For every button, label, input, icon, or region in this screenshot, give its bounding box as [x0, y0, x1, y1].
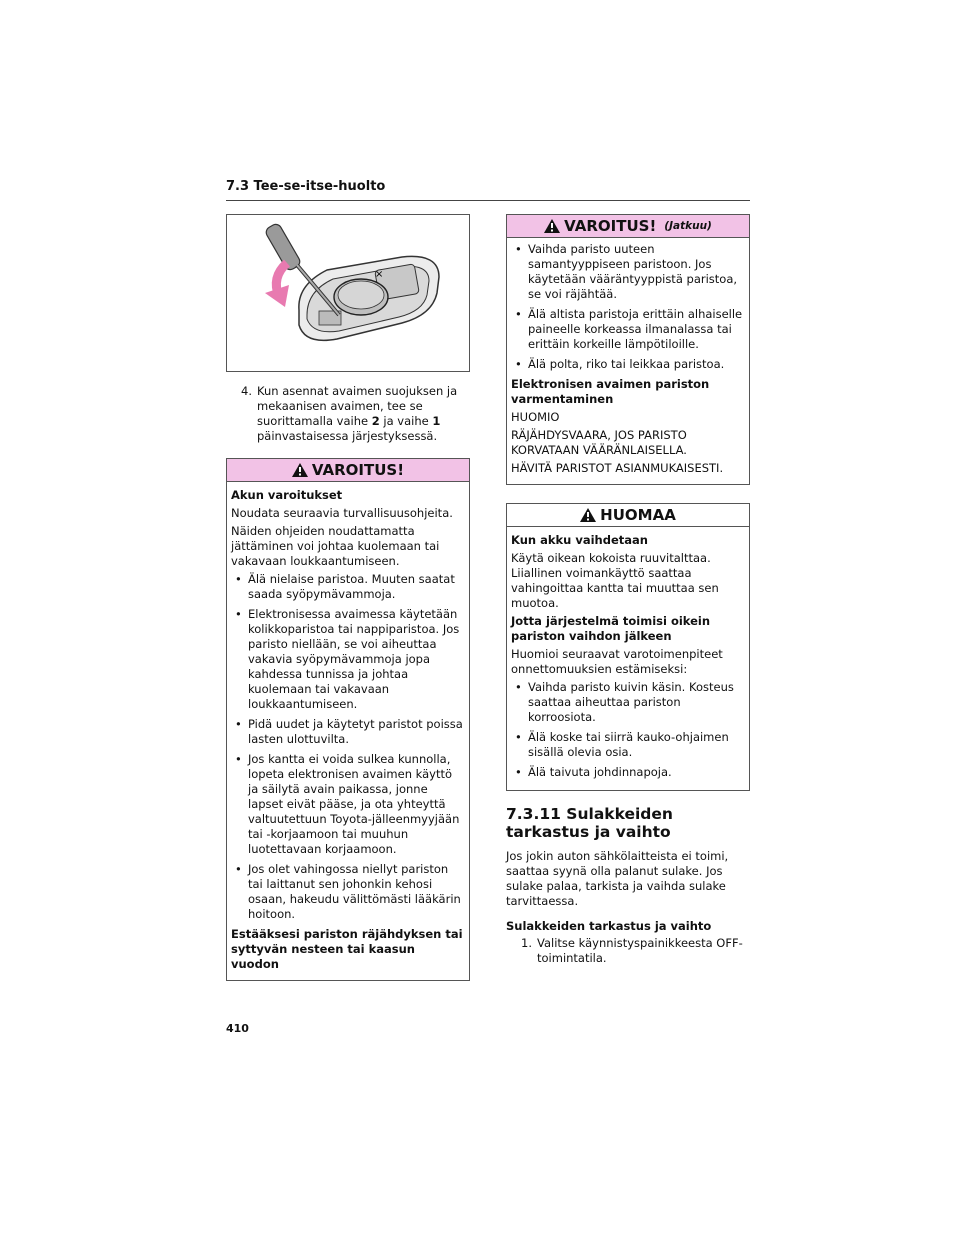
warning-header	[507, 215, 749, 238]
warning-header	[227, 459, 469, 482]
step-text: Kun asennat avaimen suojuksen ja mekaanisen avaimen, tee se suorittamalla vaihe	[257, 384, 458, 428]
warning-heading: Estääksesi pariston räjähdyksen tai syttyvän nesteen tai kaasun vuodon	[231, 927, 463, 971]
warning-continued-box	[506, 214, 750, 485]
list-item: • Vaihda paristo kuivin käsin. Kosteus saattaa aiheuttaa pariston korroosiota.	[511, 680, 745, 725]
notice-header	[507, 504, 749, 527]
warning-heading: Elektronisen avaimen pariston varmentaminen	[511, 377, 710, 406]
warning-paragraph: Näiden ohjeiden noudattamatta jättäminen voi johtaa kuolemaan tai vakavaan loukkaantumiseen.	[231, 524, 440, 568]
step-4	[241, 384, 470, 444]
list-item: • Elektronisessa avaimessa käytetään kolikkoparistoa tai nappiparistoa. Jos paristo niellään, se voi aiheuttaa vakavia syöpymävammoja jopa kahdessa tunnissa ja johtaa kuolemaan tai vakavaan loukkaantumiseen.	[231, 607, 465, 712]
warning-icon	[544, 219, 560, 233]
step-text: päinvastaisessa järjestyksessä.	[257, 429, 438, 443]
list-item: • Älä taivuta johdinnapoja.	[511, 765, 745, 780]
warning-icon	[292, 463, 308, 477]
notice-heading: Jotta järjestelmä toimisi oikein pariston vaihdon jälkeen	[511, 614, 711, 643]
list-item: • Älä nielaise paristoa. Muuten saatat saada syöpymävammoja.	[231, 572, 465, 602]
list-item: • Jos olet vahingossa niellyt pariston tai laittanut sen johonkin kehosi osaan, hakeudu välittömästi lääkärin hoitoon.	[231, 862, 465, 922]
list-item: • Vaihda paristo uuteen samantyyppiseen paristoon. Jos käytetään vääräntyyppistä paristoa, se voi räjähtää.	[511, 242, 745, 302]
warning-paragraph: RÄJÄHDYSVAARA, JOS PARISTO KORVATAAN VÄÄRÄNLAISELLA.	[511, 428, 687, 457]
warning-paragraph: HUOMIO	[511, 410, 560, 424]
subsection-title: Sulakkeiden tarkastus ja vaihto	[506, 919, 712, 933]
step-number: 1.	[521, 936, 532, 950]
list-item: • Älä koske tai siirrä kauko-ohjaimen sisällä olevia osia.	[511, 730, 745, 760]
step-ref-2: 2	[371, 414, 380, 428]
battery-illustration	[226, 214, 470, 372]
notice-paragraph: Huomioi seuraavat varotoimenpiteet onnettomuuksien estämiseksi:	[511, 647, 723, 676]
warning-title: VAROITUS!	[564, 217, 657, 235]
warning-paragraph: Noudata seuraavia turvallisuusohjeita.	[231, 506, 453, 520]
notice-body	[507, 527, 749, 790]
step-number: 4.	[241, 384, 252, 398]
right-column	[506, 214, 750, 966]
notice-box	[506, 503, 750, 791]
notice-heading: Kun akku vaihdetaan	[511, 533, 648, 547]
warning-title: VAROITUS!	[311, 461, 405, 479]
step-ref-1: 1	[432, 414, 441, 428]
step-text: ja vaihe	[379, 414, 433, 428]
x-mark: ×	[375, 269, 384, 280]
warning-body	[227, 482, 469, 980]
list-item: • Älä polta, riko tai leikkaa paristoa.	[511, 357, 745, 372]
notice-icon	[580, 508, 596, 522]
step-text: Valitse käynnistyspainikkeesta OFF-toimintatila.	[537, 936, 743, 965]
continued-label: (Jatkuu)	[664, 220, 712, 232]
warning-heading: Akun varoitukset	[231, 488, 343, 502]
list-item: • Pidä uudet ja käytetyt paristot poissa lasten ulottuvilta.	[231, 717, 465, 747]
warning-body	[507, 238, 749, 484]
section-header: 7.3 Tee-se-itse-huolto	[226, 180, 750, 201]
list-item: • Älä altista paristoja erittäin alhaiselle paineelle korkeassa ilmanalassa tai erittäin korkeille lämpötiloille.	[511, 307, 745, 352]
section-title: 7.3.11 Sulakkeiden tarkastus ja vaihto	[506, 805, 673, 841]
key-battery-drawing	[227, 215, 469, 371]
step-1	[521, 936, 750, 966]
warning-paragraph: HÄVITÄ PARISTOT ASIANMUKAISESTI.	[511, 461, 724, 475]
warning-box	[226, 458, 470, 981]
left-column	[226, 214, 470, 981]
notice-title: HUOMAA	[600, 506, 676, 524]
section-intro: Jos jokin auton sähkölaitteista ei toimi, saattaa syynä olla palanut sulake. Jos sulake palaa, tarkista ja vaihda sulake tarvittaessa.	[506, 849, 729, 908]
notice-paragraph: Käytä oikean kokoista ruuvitalttaa. Liiallinen voimankäyttö saattaa vahingoittaa kantta tai muuttaa sen muotoa.	[511, 551, 719, 610]
list-item: • Jos kantta ei voida sulkea kunnolla, lopeta elektronisen avaimen käyttö ja säilytä avain paikassa, jonne lapset eivät pääse, ja ota yhteyttä valtuutettuun Toyota-jälleenmyyjään tai -korjaamoon tai muuhun luotettavaan korjaamoon.	[231, 752, 465, 857]
page-number: 410	[226, 1022, 249, 1035]
